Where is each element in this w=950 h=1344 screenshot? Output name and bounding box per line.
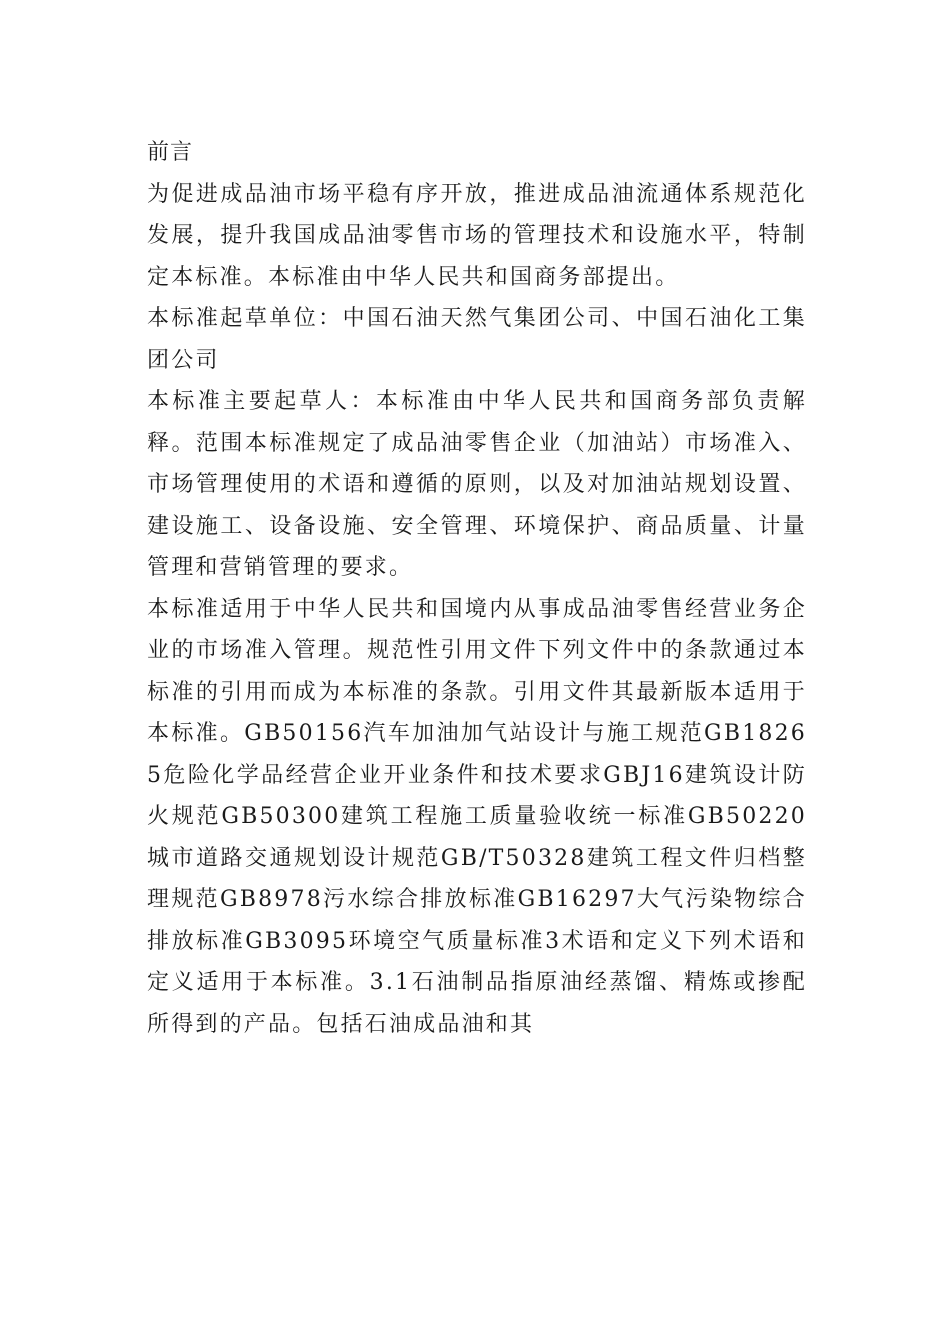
paragraph-references: 本标准适用于中华人民共和国境内从事成品油零售经营业务企业的市场准入管理。规范性引用文件下列文件中的条款通过本标准的引用而成为本标准的条款。引用文件其最新版本适用于本标准。GB50156汽车加油加气站设计与施工规范GB18265危险化学品经营企业开业条件和技术要求GBJ16建筑设计防火规范GB50300建筑工程施工质量验收统一标准GB50220城市道路交通规划设计规范GB/T50328建筑工程文件归档整理规范GB8978污水综合排放标准GB16297大气污染物综合排放标准GB3095环境空气质量标准3术语和定义下列术语和定义适用于本标准。3.1石油制品指原油经蒸馏、精炼或掺配所得到的产品。包括石油成品油和其	[147, 596, 807, 1037]
paragraph-scope: 本标准主要起草人：本标准由中华人民共和国商务部负责解释。范围本标准规定了成品油零售企业（加油站）市场准入、市场管理使用的术语和遵循的原则，以及对加油站规划设置、建设施工、设备设施、安全管理、环境保护、商品质量、计量管理和营销管理的要求。	[147, 389, 807, 580]
document-body	[147, 132, 807, 1045]
paragraph-drafting-units: 本标准起草单位：中国石油天然气集团公司、中国石油化工集团公司	[147, 306, 807, 373]
paragraph-purpose: 为促进成品油市场平稳有序开放，推进成品油流通体系规范化发展，提升我国成品油零售市场的管理技术和设施水平，特制定本标准。本标准由中华人民共和国商务部提出。	[147, 181, 807, 290]
section-heading: 前言	[147, 140, 194, 165]
